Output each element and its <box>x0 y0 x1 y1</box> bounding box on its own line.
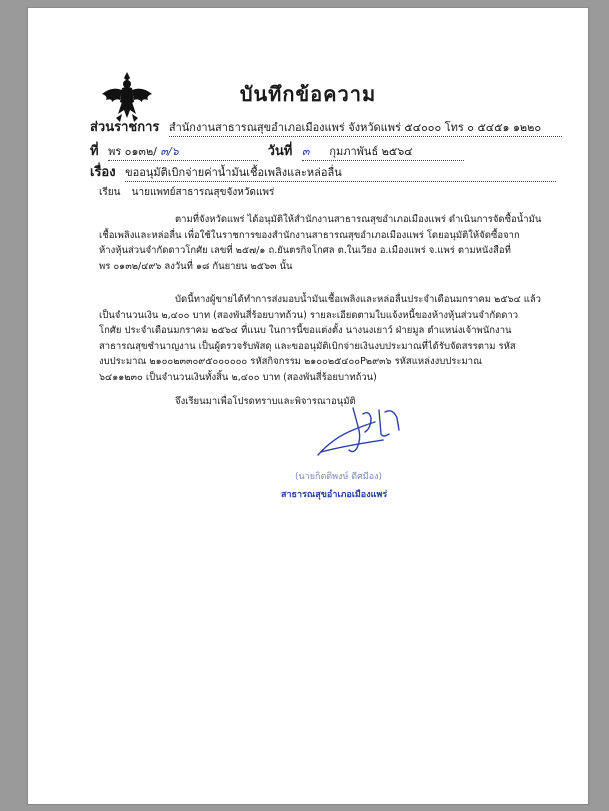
salutation-value: นายแพทย์สาธารณสุขจังหวัดแพร่ <box>131 187 275 198</box>
paragraph-line: เชื้อเพลิงและหล่อลื่น เพื่อใช้ในราชการของสำนักงานสาธารณสุขอำเภอเมืองแพร่ โดยอนุมัติให้จัดซื้อจาก <box>99 229 520 241</box>
paragraph-line: บัดนี้ทางผู้ขายได้ทำการส่งมอบน้ำมันเชื้อเพลิงและหล่อลื่นประจำเดือนมกราคม ๒๕๖๔ แล้ว <box>175 294 541 305</box>
paragraph-line: ตามที่จังหวัดแพร่ ได้อนุมัติให้สำนักงานสาธารณสุขอำเภอเมืองแพร่ ดำเนินการจัดซื้อน้ำมัน <box>175 214 542 225</box>
agency-label: ส่วนราชการ <box>90 120 160 135</box>
signer-name: (นายกิตติพงษ์ ดีศมีอง) <box>295 472 383 482</box>
salutation-label: เรียน <box>99 187 121 198</box>
agency-row <box>90 116 562 137</box>
ref-value: พร ๐๑๓๒/ ๓/๖ <box>108 142 258 161</box>
signer-position-stamp: สาธารณสุขอำเภอเมืองแพร่ <box>281 490 388 500</box>
paragraph-line: สาธารณสุขชำนาญงาน เป็นผู้ตรวจรับพัสดุ และขออนุมัติเบิกจ่ายเงินงบประมาณที่ได้รับจัดสรรตาม รหัส <box>99 340 516 352</box>
ref-handwritten-number: ๓/๖ <box>160 145 179 158</box>
subject-label: เรื่อง <box>90 165 116 180</box>
reference-row <box>90 140 464 161</box>
paragraph-line: ๖๔๑๑๒๓๐ เป็นจำนวนเงินทั้งสิ้น ๒,๔๐๐ บาท (สองพันสี่ร้อยบาทถ้วน) <box>99 371 377 383</box>
paragraph-2 <box>99 292 586 385</box>
paragraph-line: งบประมาณ ๒๑๐๐๒๓๓๐๙๕๐๐๐๐๐๐ รหัสกิจกรรม ๒๑๐๐๒๕๔๐๐P๒๙๓๖ รหัสแหล่งงบประมาณ <box>99 356 482 367</box>
document-title: บันทึกข้อความ <box>239 82 377 106</box>
paragraph-line: ห้างหุ้นส่วนจำกัดดาวโกศัย เลขที่ ๒๕๗/๑ ถ.ยันตรกิจโกศล ต.ในเวียง อ.เมืองแพร่ จ.แพร่ ตามหนังสือที่ <box>99 245 511 256</box>
document-page <box>28 8 588 804</box>
handwritten-signature <box>313 400 423 460</box>
date-handwritten-day: ๓ <box>301 145 310 158</box>
date-value: ๓ กุมภาพันธ์ ๒๕๖๔ <box>302 142 464 161</box>
paragraph-line: โกศัย ประจำเดือนมกราคม ๒๕๖๔ ที่แนบ ในการนี้ขอแต่งตั้ง นางนงเยาว์ ฝ่ายมูล ตำแหน่งเจ้าพนักงาน <box>99 325 512 336</box>
date-label: วันที่ <box>267 144 293 159</box>
subject-row <box>90 161 556 182</box>
subject-value: ขออนุมัติเบิกจ่ายค่าน้ำมันเชื้อเพลิงและหล่อลื่น <box>125 163 556 182</box>
closing-line: จึงเรียนมาเพื่อโปรดทราบและพิจารณาอนุมัติ <box>175 396 356 407</box>
salutation <box>99 185 274 200</box>
paragraph-line: พร ๐๑๓๒/๔๙๖ ลงวันที่ ๑๘ กันยายน ๒๕๖๓ นั้น <box>99 260 293 272</box>
paragraph-1 <box>99 212 586 274</box>
paragraph-line: เป็นจำนวนเงิน ๒,๔๐๐ บาท (สองพันสี่ร้อยบาทถ้วน) รายละเอียดตามใบแจ้งหนี้ของห้างหุ้นส่วนจำกัดดาว <box>99 309 519 321</box>
agency-value: สำนักงานสาธารณสุขอำเภอเมืองแพร่ จังหวัดแพร่ ๕๔๐๐๐ โทร ๐ ๕๔๕๑ ๑๒๒๐ <box>169 118 562 137</box>
ref-label: ที่ <box>90 144 99 159</box>
